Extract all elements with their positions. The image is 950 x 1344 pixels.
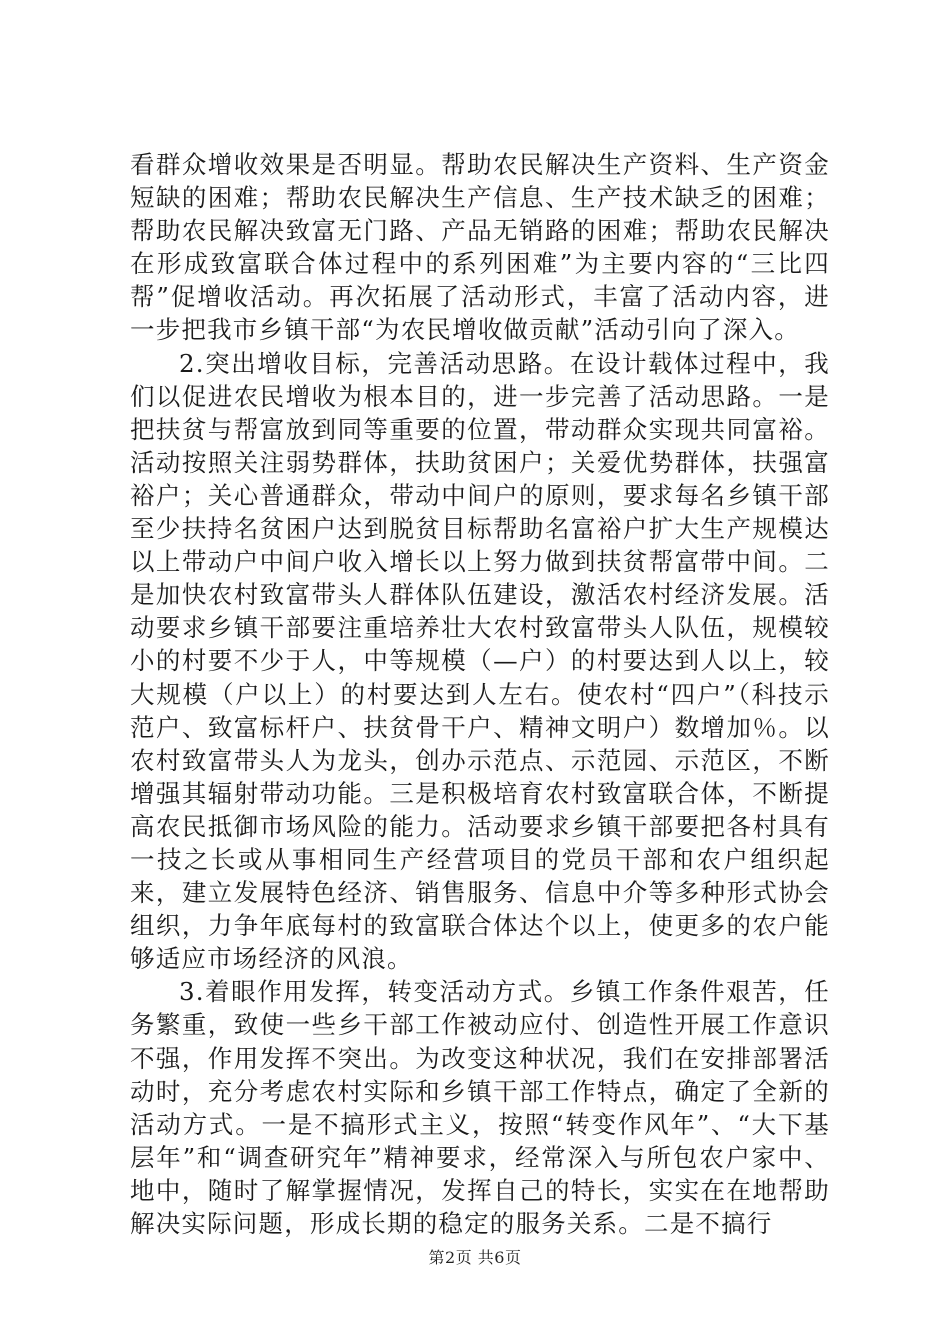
paragraph-continuation: 看群众增收效果是否明显。帮助农民解决生产资料、生产资金短缺的困难；帮助农民解决生产信息、生产技术缺乏的困难；帮助农民解决致富无门路、产品无销路的困难；帮助农民解决在形成致富联合体过程中的系列困难”为主要内容的“三比四帮”促增收活动。再次拓展了活动形式，丰富了活动内容，进一步把我市乡镇干部“为农民增收做贡献”活动引向了深入。	[130, 150, 830, 345]
paragraph-section-2: 2.突出增收目标，完善活动思路。在设计载体过程中，我们以促进农民增收为根本目的，进一步完善了活动思路。一是把扶贫与帮富放到同等重要的位置，带动群众实现共同富裕。活动按照关注弱势群体，扶助贫困户；关爱优势群体，扶强富裕户；关心普通群众，带动中间户的原则，要求每名乡镇干部至少扶持名贫困户达到脱贫目标帮助名富裕户扩大生产规模达以上带动户中间户收入增长以上努力做到扶贫帮富带中间。二是加快农村致富带头人群体队伍建设，激活农村经济发展。活动要求乡镇干部要注重培养壮大农村致富带头人队伍，规模较小的村要不少于人，中等规模（—户）的村要达到人以上，较大规模（户以上）的村要达到人左右。使农村“四户”（科技示范户、致富标杆户、扶贫骨干户、精神文明户）数增加％。以农村致富带头人为龙头，创办示范点、示范园、示范区，不断增强其辐射带动功能。三是积极培育农村致富联合体，不断提高农民抵御市场风险的能力。活动要求乡镇干部要把各村具有一技之长或从事相同生产经营项目的党员干部和农户组织起来，建立发展特色经济、销售服务、信息中介等多种形式协会组织，力争年底每村的致富联合体达个以上，使更多的农户能够适应市场经济的风浪。	[130, 348, 830, 974]
paragraph-section-3: 3.着眼作用发挥，转变活动方式。乡镇工作条件艰苦，任务繁重，致使一些乡干部工作被动应付、创造性开展工作意识不强，作用发挥不突出。为改变这种状况，我们在安排部署活动时，充分考虑农村实际和乡镇干部工作特点，确定了全新的活动方式。一是不搞形式主义，按照“转变作风年”、“大下基层年”和“调查研究年”精神要求，经常深入与所包农户家中、地中，随时了解掌握情况，发挥自己的特长，实实在在地帮助解决实际问题，形成长期的稳定的服务关系。二是不搞行	[130, 977, 830, 1238]
document-body	[130, 148, 830, 1240]
page-footer: 第2页 共6页	[428, 1248, 522, 1267]
